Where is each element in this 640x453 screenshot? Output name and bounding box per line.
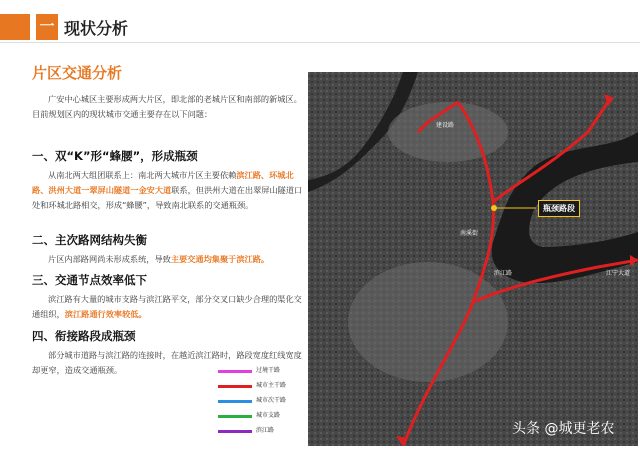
issue-1-highlight: 滨江路、环城北路、洪州大道一翠屏山隧道一金安大道 <box>32 170 294 195</box>
issue-1-text <box>32 168 308 213</box>
legend-item <box>218 409 308 424</box>
map-graphic <box>308 72 638 446</box>
issue-2-highlight: 主要交通均集聚于滨江路。 <box>170 254 270 264</box>
legend-label: 城市次干路 <box>256 397 287 404</box>
legend-swatch <box>218 400 252 403</box>
issue-1-title: 一、双“K”形“蜂腰”，形成瓶颈 <box>32 149 198 163</box>
bottleneck-callout: 瓶颈路段 <box>538 200 580 217</box>
bottleneck-marker <box>491 205 497 211</box>
legend-swatch <box>218 430 252 433</box>
issue-4-text: 部分城市道路与滨江路的连接时，在越近滨江路时，路段宽度红线宽度却更窄，造成交通瓶颈。 <box>32 350 302 375</box>
road-label: 南溪街 <box>460 230 479 237</box>
legend-item <box>218 379 308 394</box>
legend-label: 滨江路 <box>256 427 275 434</box>
intro-paragraph: 广安中心城区主要形成两大片区，即北部的老城片区和南部的新城区。目前规划区内的现状城市交通主要存在以下问题： <box>32 94 302 119</box>
road-label: 滨江路 <box>494 270 513 277</box>
satellite-map <box>308 72 638 446</box>
header-accent-bar <box>0 14 30 40</box>
issue-1-text-post: 联系，但洪州大道在出翠屏山隧道口处和环城北路相交，形成“蜂腰”，导致南北联系的交通瓶颈。 <box>32 185 303 210</box>
legend-label: 过境干路 <box>256 367 281 374</box>
road-label: 建设路 <box>436 122 455 129</box>
issue-3-text <box>32 292 308 322</box>
legend-label: 城市支路 <box>256 412 281 419</box>
section-title: 片区交通分析 <box>32 64 123 82</box>
watermark: 头条 @城更老农 <box>512 421 615 437</box>
issue-1-text-pre: 从南北两大组团联系上：南北两大城市片区主要依赖 <box>48 170 237 180</box>
header-number: 一 <box>36 14 58 40</box>
legend-item <box>218 394 308 409</box>
map-legend <box>218 364 308 439</box>
legend-swatch <box>218 415 252 418</box>
issue-2-text-pre: 片区内部路网尚未形成系统，导致 <box>48 254 171 264</box>
issue-4-title: 四、衔接路段成瓶颈 <box>32 329 136 343</box>
page-title: 现状分析 <box>64 19 129 38</box>
legend-swatch <box>218 370 252 373</box>
issue-3-highlight: 滨江路通行效率较低。 <box>64 309 147 319</box>
legend-swatch <box>218 385 252 388</box>
issue-2-text <box>32 252 308 267</box>
urban-area-south <box>348 262 508 382</box>
legend-label: 城市主干路 <box>256 382 287 389</box>
issue-2-title: 二、主次路网结构失衡 <box>32 233 147 247</box>
legend-item <box>218 364 308 379</box>
urban-area-north <box>388 102 508 162</box>
issue-3-title: 三、交通节点效率低下 <box>32 273 147 287</box>
issue-3-text-pre: 滨江路有大量的城市支路与滨江路平交，部分交叉口缺少合理的渠化交通组织， <box>32 294 302 319</box>
road-label: 江宁大道 <box>606 270 631 277</box>
header-divider <box>0 42 640 43</box>
legend-item <box>218 424 308 439</box>
